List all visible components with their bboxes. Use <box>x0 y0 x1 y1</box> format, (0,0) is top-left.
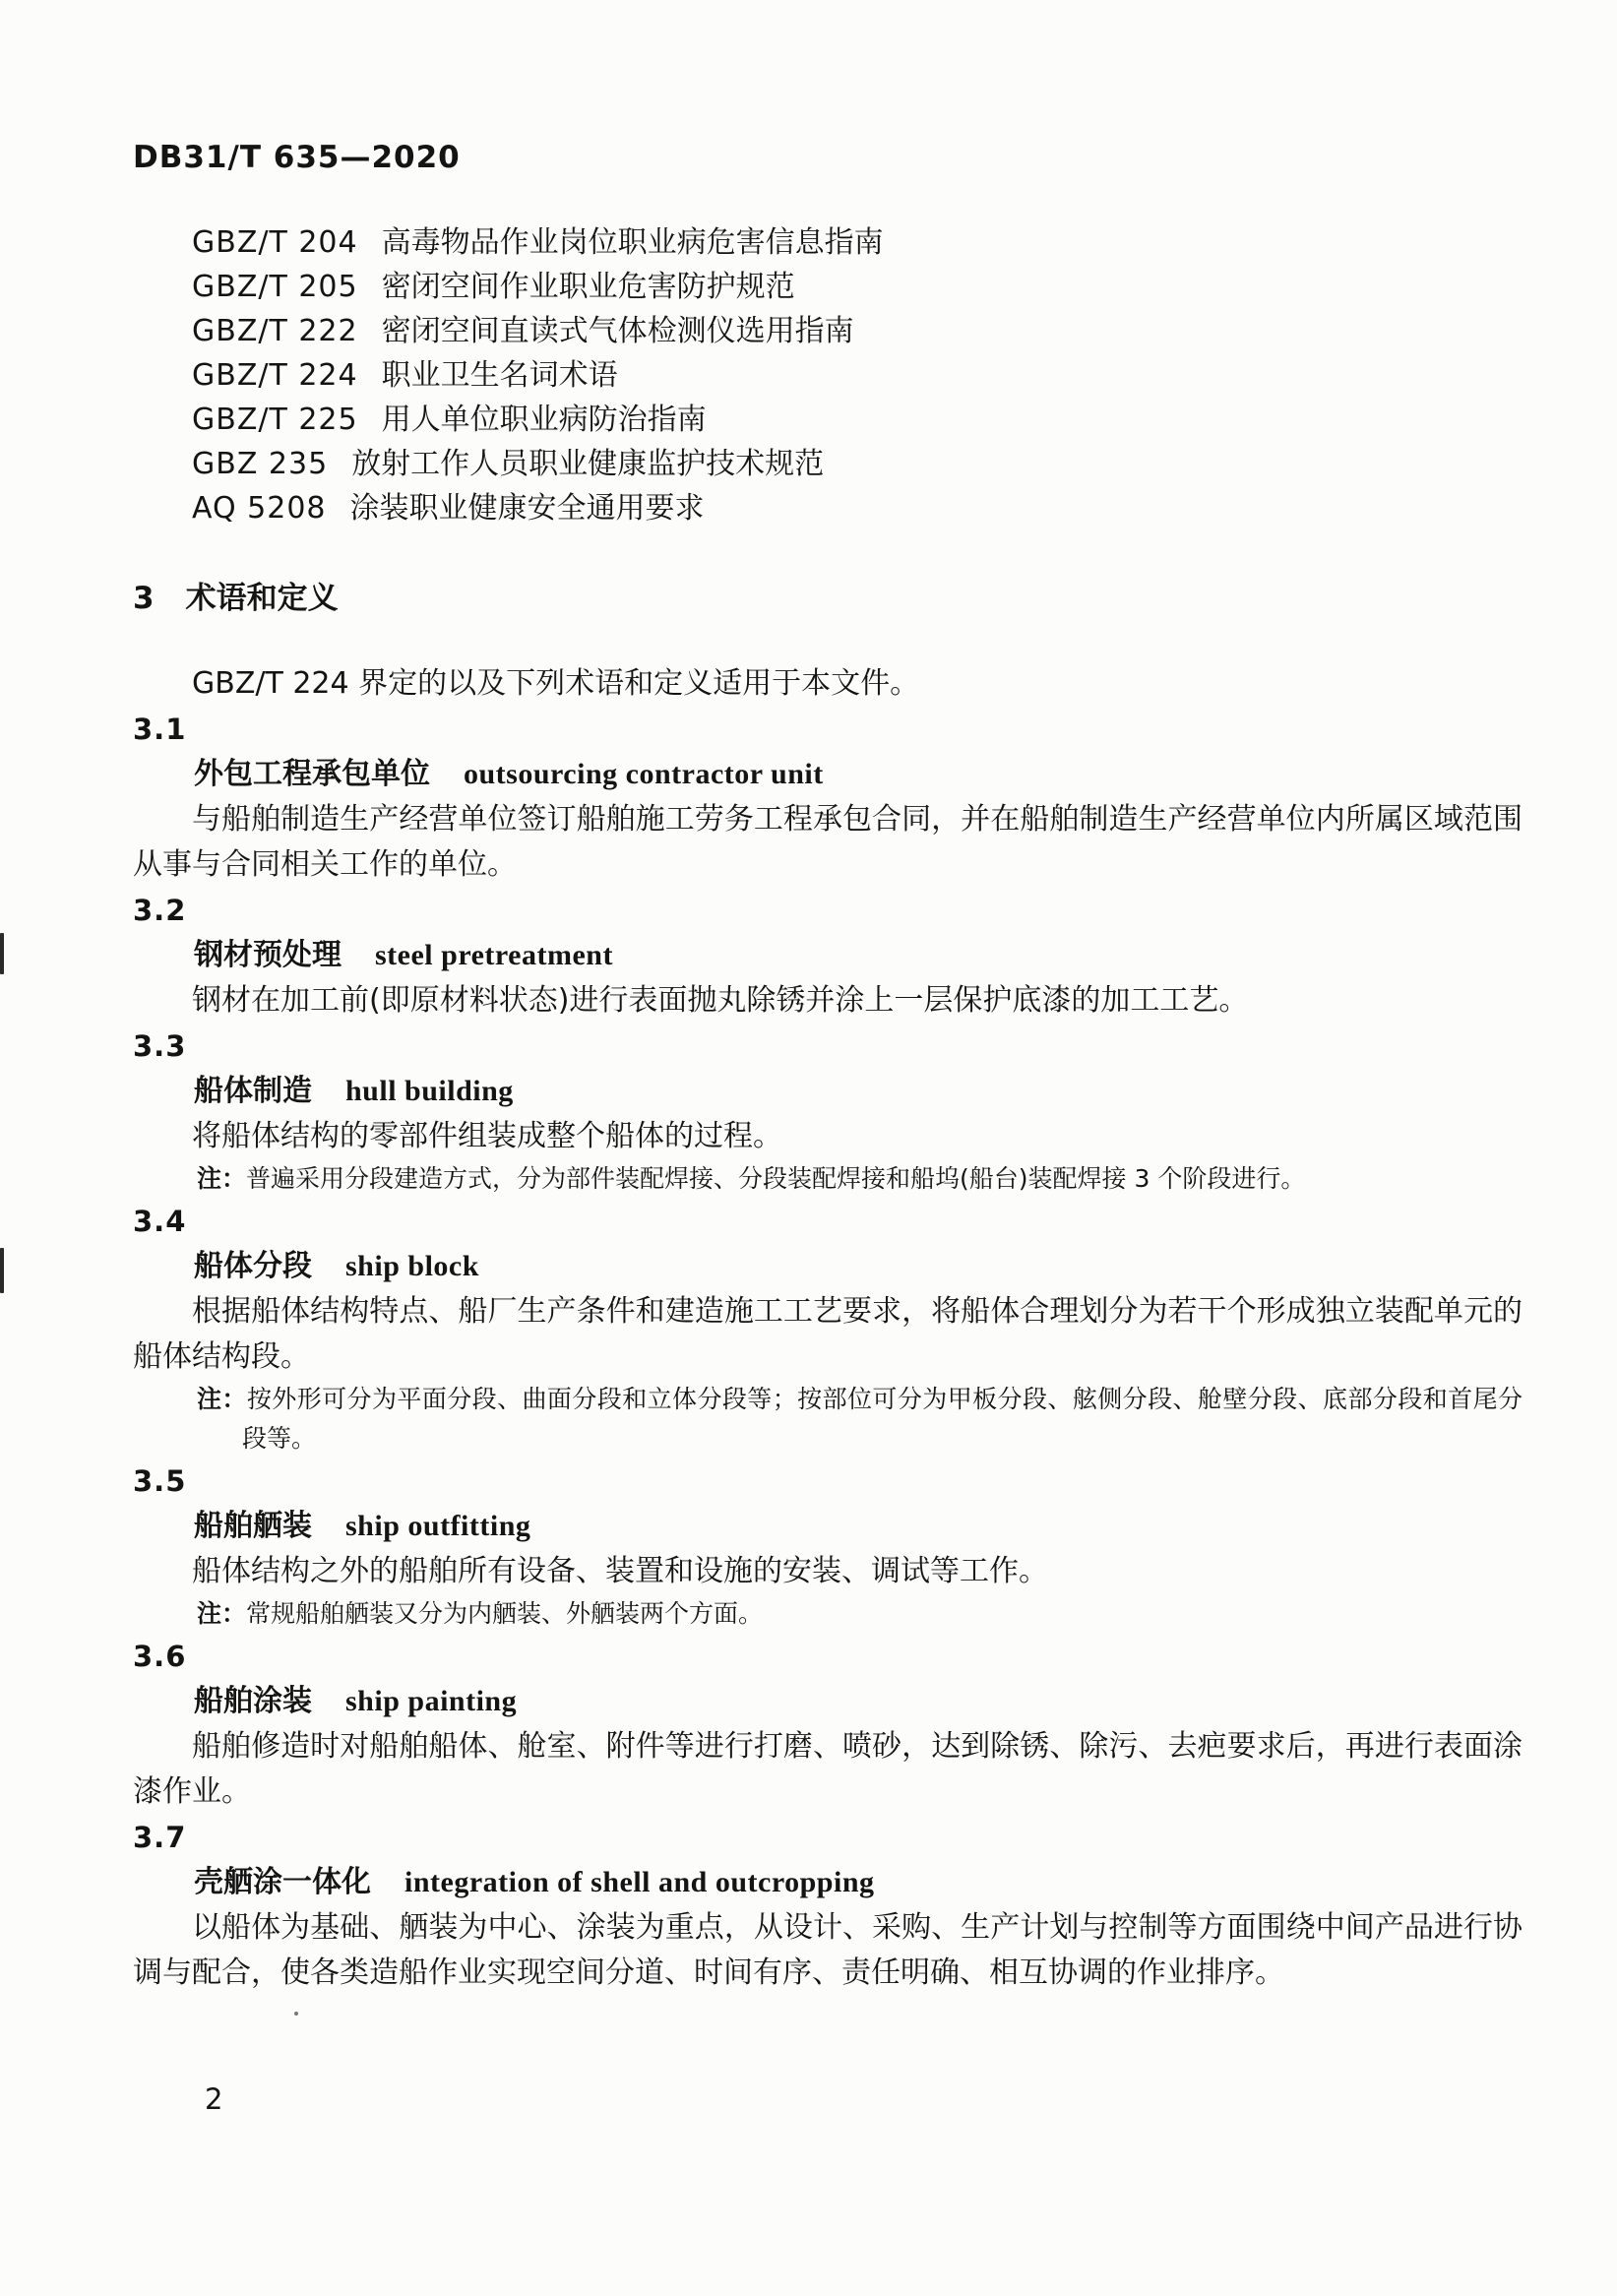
reference-item <box>133 353 1523 398</box>
reference-code: GBZ/T 204 <box>192 225 358 260</box>
clause-number: 3.2 <box>133 894 187 927</box>
term-note <box>197 1594 1523 1634</box>
reference-list <box>133 220 1523 530</box>
term-title-line <box>133 1679 1523 1724</box>
note-text: 普遍采用分段建造方式，分为部件装配焊接、分段装配焊接和船坞(船台)装配焊接 3 个阶段进行。 <box>246 1164 1306 1193</box>
term-title-line <box>133 1244 1523 1289</box>
term-chinese: 船体分段 <box>194 1249 312 1283</box>
reference-item <box>133 220 1523 265</box>
reference-item <box>133 398 1523 442</box>
term-chinese: 壳舾涂一体化 <box>194 1865 371 1899</box>
term-block-3-6 <box>133 1634 1523 1815</box>
term-definition: 与船舶制造生产经营单位签订船舶施工劳务工程承包合同，并在船舶制造生产经营单位内所属区域范围从事与合同相关工作的单位。 <box>133 802 1523 882</box>
clause-number: 3.4 <box>133 1205 187 1238</box>
term-title-line <box>133 1860 1523 1905</box>
term-title-line <box>133 1069 1523 1114</box>
term-block-3-2 <box>133 888 1523 1024</box>
term-block-3-3 <box>133 1024 1523 1199</box>
term-block-3-5 <box>133 1458 1523 1634</box>
term-definition: 钢材在加工前(即原材料状态)进行表面抛丸除锈并涂上一层保护底漆的加工工艺。 <box>192 983 1249 1018</box>
note-label: 注： <box>197 1385 247 1413</box>
term-definition: 船舶修造时对船舶船体、舱室、附件等进行打磨、喷砂，达到除锈、除污、去疤要求后，再进行表面涂漆作业。 <box>133 1729 1523 1809</box>
reference-title: 密闭空间作业职业危害防护规范 <box>381 270 795 304</box>
reference-code: AQ 5208 <box>192 491 327 526</box>
term-english: steel pretreatment <box>375 939 613 971</box>
term-english: ship block <box>345 1250 479 1282</box>
term-block-3-4 <box>133 1199 1523 1458</box>
scan-artifact <box>294 2012 298 2016</box>
term-english: outsourcing contractor unit <box>464 758 824 790</box>
section-heading <box>133 576 1523 622</box>
note-text: 常规船舶舾装又分为内舾装、外舾装两个方面。 <box>246 1599 764 1628</box>
reference-item <box>133 486 1523 530</box>
reference-code: GBZ 235 <box>192 447 329 481</box>
term-definition: 以船体为基础、舾装为中心、涂装为重点，从设计、采购、生产计划与控制等方面围绕中间产品进行协调与配合，使各类造船作业实现空间分道、时间有序、责任明确、相互协调的作业排序。 <box>133 1910 1523 1990</box>
reference-title: 涂装职业健康安全通用要求 <box>349 491 705 526</box>
term-chinese: 船舶舾装 <box>194 1509 312 1543</box>
term-title-line <box>133 752 1523 797</box>
note-label: 注： <box>197 1599 247 1628</box>
term-definition: 船体结构之外的船舶所有设备、装置和设施的安装、调试等工作。 <box>192 1554 1048 1588</box>
clause-number: 3.5 <box>133 1464 187 1498</box>
clause-number: 3.3 <box>133 1029 187 1063</box>
reference-title: 用人单位职业病防治指南 <box>381 403 707 437</box>
reference-code: GBZ/T 224 <box>192 358 358 393</box>
scan-artifact <box>0 1248 4 1293</box>
section-number: 3 <box>133 581 155 616</box>
note-text: 按外形可分为平面分段、曲面分段和立体分段等；按部位可分为甲板分段、舷侧分段、舱壁分段、底部分段和首尾分段等。 <box>242 1385 1523 1453</box>
term-english: hull building <box>345 1075 514 1107</box>
reference-item <box>133 309 1523 353</box>
term-block-3-1 <box>133 707 1523 888</box>
reference-code: GBZ/T 222 <box>192 314 358 348</box>
clause-number: 3.7 <box>133 1821 187 1854</box>
reference-title: 密闭空间直读式气体检测仪选用指南 <box>381 314 854 348</box>
reference-title: 高毒物品作业岗位职业病危害信息指南 <box>381 225 884 260</box>
standard-number-header: DB31/T 635—2020 <box>133 140 461 175</box>
term-chinese: 钢材预处理 <box>194 938 342 972</box>
reference-item <box>133 442 1523 486</box>
term-chinese: 外包工程承包单位 <box>194 757 430 791</box>
reference-item <box>133 265 1523 309</box>
clause-number: 3.6 <box>133 1640 187 1673</box>
reference-code: GBZ/T 225 <box>192 403 358 437</box>
reference-code: GBZ/T 205 <box>192 270 358 304</box>
term-title-line <box>133 933 1523 978</box>
reference-title: 职业卫生名词术语 <box>381 358 618 393</box>
term-english: integration of shell and outcropping <box>404 1866 875 1898</box>
term-english: ship painting <box>345 1685 518 1717</box>
section-title: 术语和定义 <box>185 581 339 616</box>
note-label: 注： <box>197 1164 247 1193</box>
term-english: ship outfitting <box>345 1510 531 1542</box>
term-definition: 根据船体结构特点、船厂生产条件和建造施工工艺要求，将船体合理划分为若干个形成独立装配单元的船体结构段。 <box>133 1294 1523 1374</box>
term-chinese: 船体制造 <box>194 1074 312 1108</box>
section-intro: GBZ/T 224 界定的以及下列术语和定义适用于本文件。 <box>192 666 920 701</box>
clause-number: 3.1 <box>133 713 187 746</box>
term-block-3-7 <box>133 1815 1523 1996</box>
term-title-line <box>133 1504 1523 1549</box>
reference-title: 放射工作人员职业健康监护技术规范 <box>351 447 825 481</box>
term-definition: 将船体结构的零部件组装成整个船体的过程。 <box>192 1119 782 1153</box>
term-chinese: 船舶涂装 <box>194 1684 312 1718</box>
page-number: 2 <box>205 2082 223 2116</box>
term-note <box>197 1159 1523 1199</box>
scan-artifact <box>0 933 4 974</box>
term-note <box>197 1380 1523 1458</box>
